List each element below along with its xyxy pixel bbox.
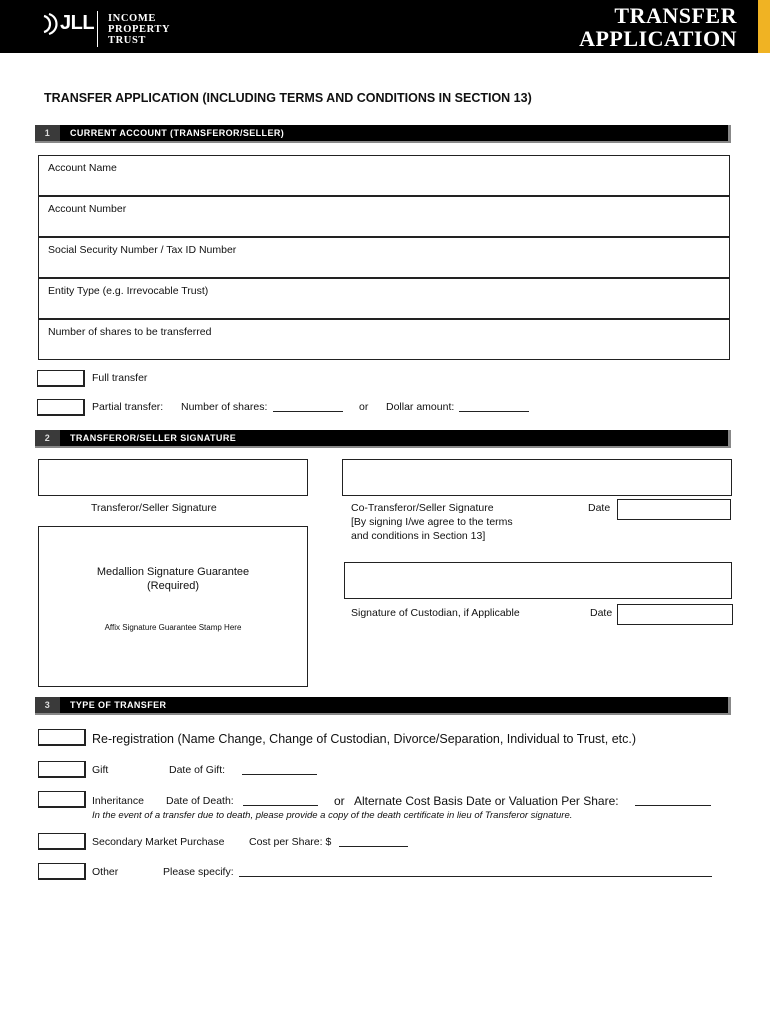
ssn-tax-id-field[interactable] — [38, 237, 730, 278]
affix-stamp-note: Affix Signature Guarantee Stamp Here — [104, 623, 242, 632]
section-2-title: TRANSFEROR/SELLER SIGNATURE — [70, 433, 237, 443]
ssn-tax-id-label: Social Security Number / Tax ID Number — [48, 244, 237, 256]
co-seller-date-input[interactable] — [617, 499, 731, 520]
section-2-header — [35, 430, 731, 448]
page-title: TRANSFER APPLICATION (INCLUDING TERMS AND CONDITIONS IN SECTION 13) — [44, 91, 532, 105]
full-transfer-checkbox[interactable] — [37, 370, 85, 387]
section-1-header — [35, 125, 731, 143]
secondary-market-label: Secondary Market Purchase — [92, 836, 225, 848]
custodian-date-label: Date — [590, 607, 613, 619]
co-seller-terms-line2: and conditions in Section 13] — [351, 530, 486, 542]
custodian-signature-label: Signature of Custodian, if Applicable — [351, 607, 520, 619]
seller-signature-label: Transferor/Seller Signature — [91, 502, 217, 514]
reregistration-label: Re-registration (Name Change, Change of Custodian, Divorce/Separation, Individual to Trust, etc.) — [92, 732, 637, 746]
logo-line-1: INCOME — [108, 13, 156, 24]
alternate-cost-label: Alternate Cost Basis Date or Valuation Per Share: — [354, 794, 619, 808]
header-accent — [758, 0, 770, 53]
jll-logo-icon — [40, 12, 60, 36]
death-certificate-note: In the event of a transfer due to death, please provide a copy of the death certificate in lieu of Transferor signature. — [92, 810, 573, 821]
please-specify-input[interactable] — [239, 866, 712, 877]
or-label-2: or — [334, 794, 345, 808]
header-title-line1: TRANSFER — [614, 3, 737, 28]
number-of-shares-input[interactable] — [273, 401, 343, 412]
or-label-1: or — [359, 401, 369, 413]
alternate-cost-input[interactable] — [635, 795, 711, 806]
cost-per-share-input[interactable] — [339, 836, 408, 847]
account-name-field[interactable] — [38, 155, 730, 196]
dollar-amount-input[interactable] — [459, 401, 529, 412]
account-name-label: Account Name — [48, 162, 117, 174]
inheritance-checkbox[interactable] — [38, 791, 86, 808]
custodian-date-input[interactable] — [617, 604, 733, 625]
co-seller-date-label: Date — [588, 502, 611, 514]
gift-checkbox[interactable] — [38, 761, 86, 778]
section-3-header — [35, 697, 731, 715]
shares-to-transfer-field[interactable] — [38, 319, 730, 360]
section-3-title: TYPE OF TRANSFER — [70, 700, 167, 710]
section-1-title: CURRENT ACCOUNT (TRANSFEROR/SELLER) — [70, 128, 285, 138]
section-3-number: 3 — [35, 697, 60, 713]
account-number-field[interactable] — [38, 196, 730, 237]
reregistration-checkbox[interactable] — [38, 729, 86, 746]
other-label: Other — [92, 866, 119, 878]
medallion-guarantee-box — [38, 526, 308, 687]
inheritance-label: Inheritance — [92, 795, 144, 807]
custodian-signature-box[interactable] — [344, 562, 732, 599]
logo-line-2: PROPERTY — [108, 24, 171, 35]
date-of-gift-label: Date of Gift: — [169, 764, 226, 776]
logo-divider — [97, 11, 98, 47]
number-of-shares-label: Number of shares: — [181, 401, 268, 413]
gift-label: Gift — [92, 764, 109, 776]
date-of-gift-input[interactable] — [242, 764, 317, 775]
date-of-death-input[interactable] — [243, 795, 318, 806]
partial-transfer-checkbox[interactable] — [37, 399, 85, 416]
entity-type-field[interactable] — [38, 278, 730, 319]
dollar-amount-label: Dollar amount: — [386, 401, 455, 413]
section-1-number: 1 — [35, 125, 60, 141]
date-of-death-label: Date of Death: — [166, 795, 234, 807]
account-number-label: Account Number — [48, 203, 127, 215]
medallion-required: (Required) — [147, 580, 199, 592]
full-transfer-label: Full transfer — [92, 372, 148, 384]
partial-transfer-label: Partial transfer: — [92, 401, 164, 413]
medallion-title: Medallion Signature Guarantee — [96, 566, 250, 578]
co-seller-signature-box[interactable] — [342, 459, 732, 496]
header-title-line2: APPLICATION — [579, 26, 737, 51]
co-seller-terms-line1: [By signing I/we agree to the terms — [351, 516, 513, 528]
cost-per-share-label: Cost per Share: $ — [249, 836, 332, 848]
seller-signature-box[interactable] — [38, 459, 308, 496]
section-2-number: 2 — [35, 430, 60, 446]
logo-line-3: TRUST — [108, 35, 147, 46]
please-specify-label: Please specify: — [163, 866, 234, 878]
shares-to-transfer-label: Number of shares to be transferred — [48, 326, 212, 338]
co-seller-signature-label: Co-Transferor/Seller Signature — [351, 502, 494, 514]
entity-type-label: Entity Type (e.g. Irrevocable Trust) — [48, 285, 209, 297]
other-checkbox[interactable] — [38, 863, 86, 880]
secondary-market-checkbox[interactable] — [38, 833, 86, 850]
logo-text: JLL — [60, 12, 95, 34]
